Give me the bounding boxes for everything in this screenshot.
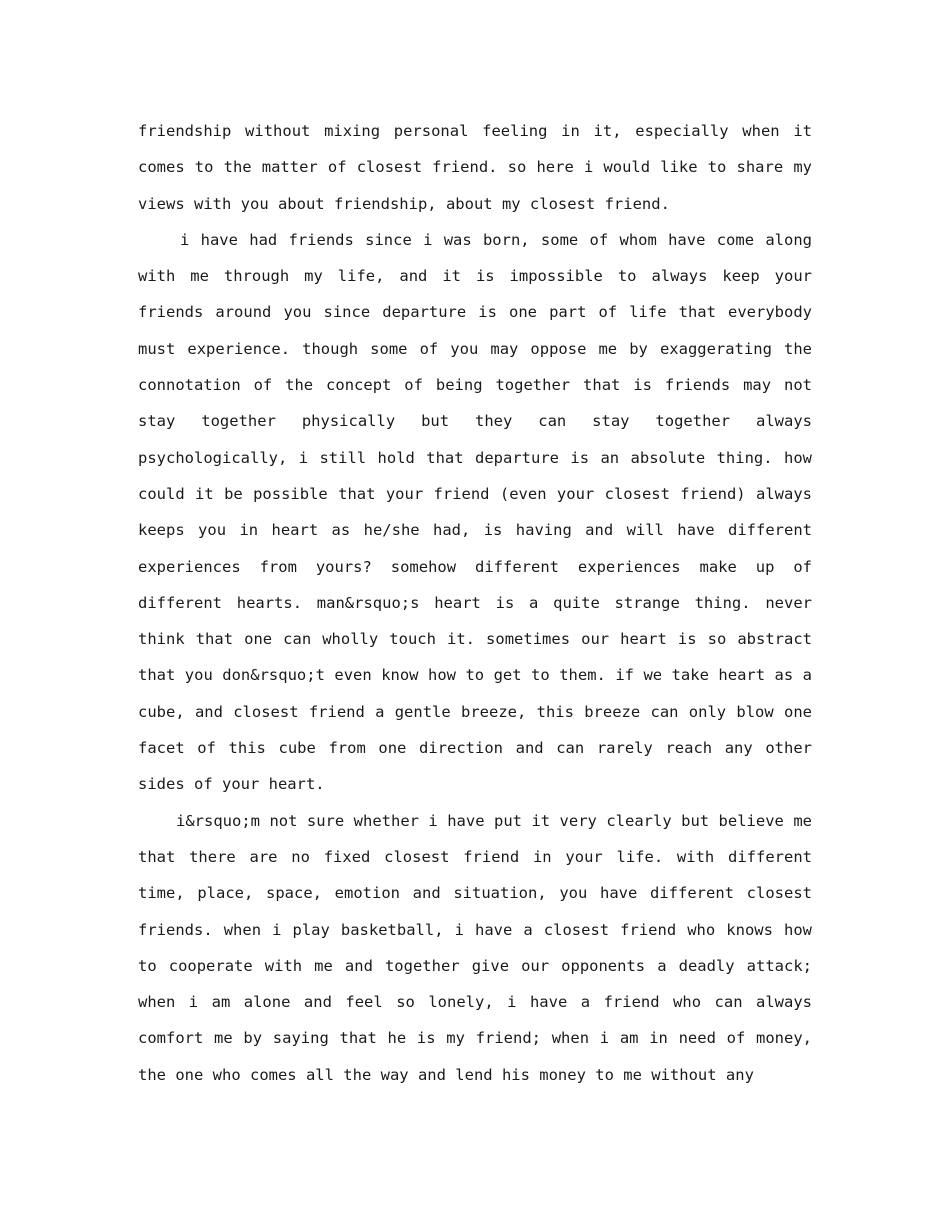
- paragraph-3: i&rsquo;m not sure whether i have put it very clearly but believe me that there are no fixed closest friend in your life. with different time, place, space, emotion and situation, you have different closest friends. when i play basketball, i have a closest friend who knows how to cooperate with me and together give our opponents a deadly attack; when i am alone and feel so lonely, i have a friend who can always comfort me by saying that he is my friend; when i am in need of money, the one who comes all the way and lend his money to me without any: [138, 811, 812, 1084]
- paragraph-1: friendship without mixing personal feeling in it, especially when it comes to the matter of closest friend. so here i would like to share my views with you about friendship, about my closest friend.: [138, 122, 812, 213]
- paragraph-2: i have had friends since i was born, some of whom have come along with me through my life, and it is impossible to always keep your friends around you since departure is one part of life that everybody must experience. though some of you may oppose me by exaggerating the connotation of the concept of being together that is friends may not stay together physically but they can stay together always psychologically, i still hold that departure is an absolute thing. how could it be possible that your friend (even your closest friend) always keeps you in heart as he/she had, is having and will have different experiences from yours? somehow different experiences make up of different hearts. man&rsquo;s heart is a quite strange thing. never think that one can wholly touch it. sometimes our heart is so abstract that you don&rsquo;t even know how to get to them. if we take heart as a cube, and closest friend a gentle breeze, this breeze can only blow one facet of this cube from one direction and can rarely reach any other sides of your heart.: [138, 230, 812, 794]
- document-body: [138, 113, 812, 1093]
